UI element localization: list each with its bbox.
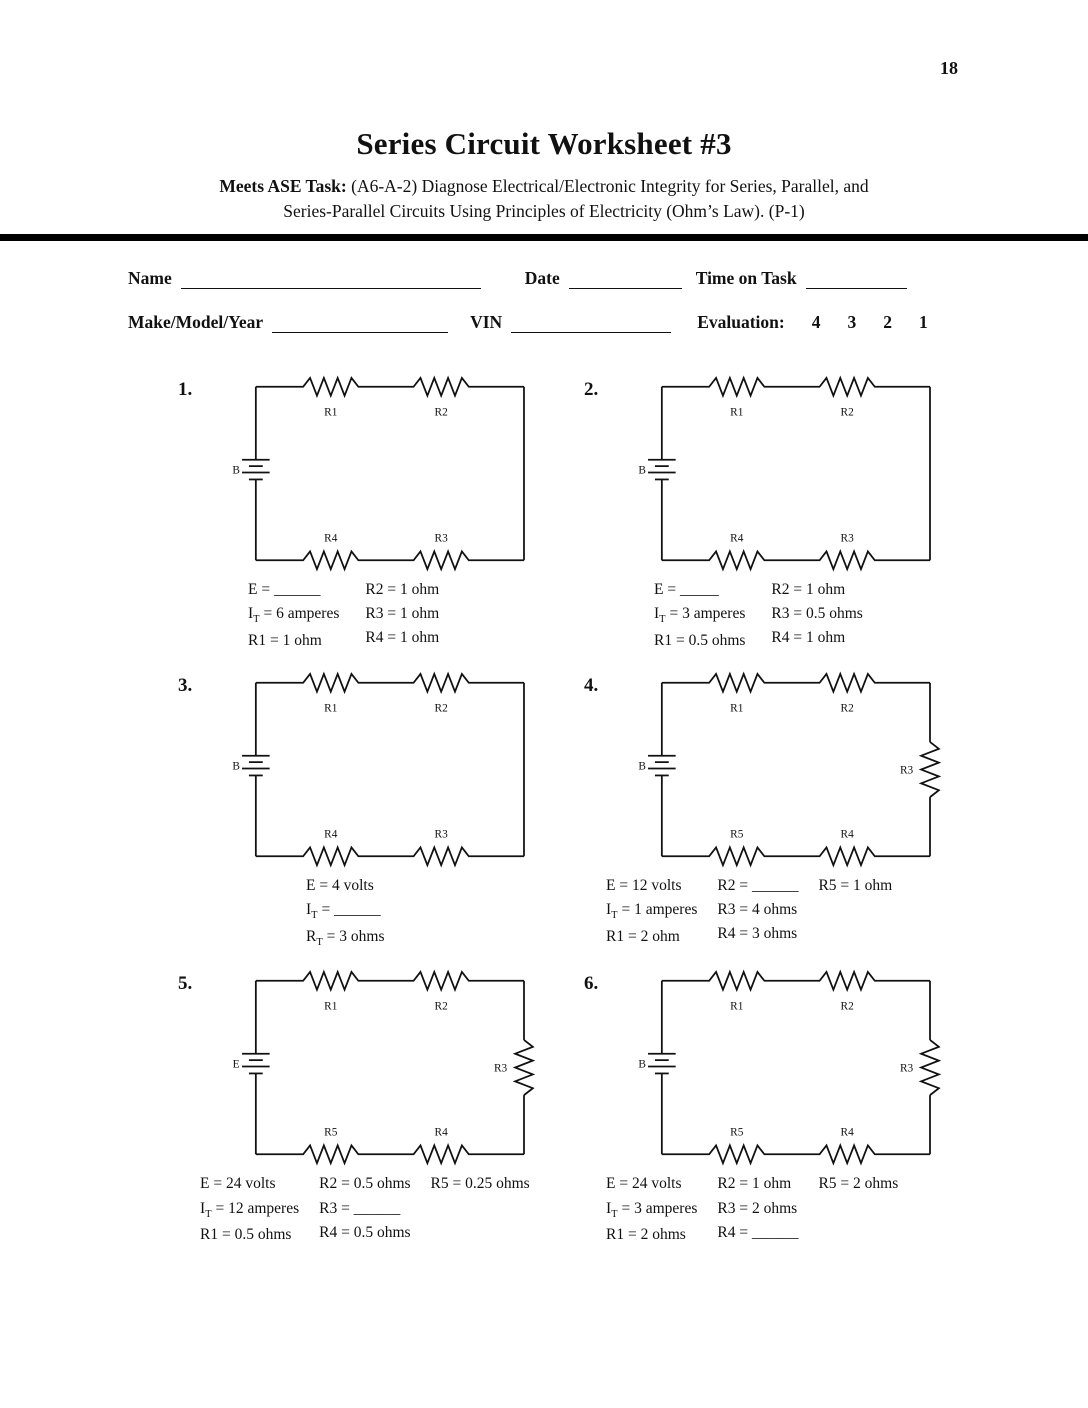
circuit-values <box>178 876 574 954</box>
value-line: R1 = 2 ohms <box>606 1226 686 1244</box>
circuit-number: 5. <box>178 973 193 995</box>
circuit-values <box>584 876 980 951</box>
battery-label: B <box>638 1058 646 1071</box>
evaluation-2: 2 <box>883 311 892 332</box>
resistor-label: R3 <box>899 1062 914 1075</box>
circuit-values <box>584 580 980 655</box>
evaluation-4: 4 <box>811 311 821 332</box>
value-line: R4 = 1 ohm <box>365 629 440 647</box>
circuit-diagram <box>632 371 948 580</box>
value-column <box>248 580 339 655</box>
value-line: R2 = 1 ohm <box>771 580 846 598</box>
circuit-6 <box>584 965 980 1249</box>
value-line: R5 = 2 ohms <box>818 1175 899 1193</box>
resistor-label: R1 <box>324 1000 338 1013</box>
value-column <box>200 1174 299 1249</box>
header-row-1 <box>128 268 960 289</box>
divider-bar <box>0 234 1088 241</box>
vin-blank <box>511 316 671 333</box>
resistor-label: R4 <box>840 828 854 841</box>
value-column <box>365 580 439 655</box>
date-blank <box>569 272 682 289</box>
circuit-diagram <box>632 965 948 1174</box>
battery-label: B <box>232 760 240 773</box>
value-line: E = ______ <box>248 580 321 598</box>
resistor-label: R5 <box>324 1126 338 1139</box>
circuit-number: 2. <box>584 378 599 400</box>
circuit-diagram-row <box>584 965 980 1174</box>
circuits-grid <box>178 371 1088 1250</box>
date-label: Date <box>524 267 560 288</box>
value-column <box>319 1174 410 1249</box>
value-line: E = _____ <box>654 580 719 598</box>
value-line: $I_T = 6$ amperes <box>248 604 340 625</box>
resistor-label: R1 <box>730 1000 744 1013</box>
resistor-label: R3 <box>434 828 448 841</box>
vin-label: VIN <box>470 311 503 332</box>
circuit-diagram <box>226 371 542 580</box>
resistor-label: R2 <box>840 406 854 419</box>
battery-label: B <box>638 760 646 773</box>
header-row-2 <box>128 312 960 333</box>
evaluation-3: 3 <box>847 311 857 332</box>
resistor-label: R2 <box>434 702 448 715</box>
value-column <box>606 1174 697 1249</box>
circuit-5 <box>178 965 574 1249</box>
circuit-number: 6. <box>584 973 599 995</box>
value-column <box>306 876 384 954</box>
value-column <box>771 580 862 655</box>
resistor-label: R1 <box>730 406 744 419</box>
name-label: Name <box>128 267 172 288</box>
value-line: R4 = ______ <box>717 1223 799 1241</box>
circuit-diagram-row <box>584 371 980 580</box>
value-line: E = 24 volts <box>606 1175 682 1193</box>
value-column <box>818 876 892 951</box>
value-line: R1 = 0.5 ohms <box>200 1226 292 1244</box>
resistor-label: R2 <box>434 406 448 419</box>
value-line: R2 = 1 ohm <box>717 1175 792 1193</box>
circuit-diagram-row <box>178 371 574 580</box>
value-line: R2 = 1 ohm <box>365 580 440 598</box>
ase-task-line2: Series-Parallel Circuits Using Principles of Electricity (Ohm’s Law). (P-1) <box>283 201 805 222</box>
circuit-values <box>584 1174 980 1249</box>
resistor-label: R1 <box>324 406 338 419</box>
circuit-diagram-row <box>584 667 980 876</box>
ase-task-line1 <box>0 174 1088 199</box>
value-line: E = 12 volts <box>606 876 682 894</box>
value-line: R4 = 3 ohms <box>717 925 798 943</box>
value-line: R3 = 4 ohms <box>717 900 798 918</box>
value-line: R1 = 0.5 ohms <box>654 631 746 649</box>
value-column <box>606 876 697 951</box>
circuit-number: 3. <box>178 674 193 696</box>
circuit-diagram <box>226 965 542 1174</box>
value-line: R1 = 1 ohm <box>248 631 322 649</box>
battery-label: B <box>232 464 240 477</box>
ase-task-text: (A6-A-2) Diagnose Electrical/Electronic Integrity for Series, Parallel, and <box>346 176 869 196</box>
value-line: $I_T = 3$ amperes <box>606 1199 698 1220</box>
evaluation-1: 1 <box>918 311 928 332</box>
value-line: R2 = 0.5 ohms <box>319 1175 411 1193</box>
circuit-4 <box>584 667 980 954</box>
value-column <box>717 876 798 951</box>
value-line: R3 = 2 ohms <box>717 1199 798 1217</box>
value-column <box>654 580 745 655</box>
value-line: R5 = 1 ohm <box>818 876 893 894</box>
circuit-values <box>178 580 574 655</box>
value-line: R2 = ______ <box>717 876 799 894</box>
value-line: E = 4 volts <box>306 876 374 894</box>
battery-label: B <box>638 464 646 477</box>
resistor-label: R5 <box>730 828 744 841</box>
time-on-task-blank <box>806 272 907 289</box>
value-line: R3 = 0.5 ohms <box>771 604 863 622</box>
make-model-year-label: Make/Model/Year <box>128 311 264 332</box>
name-blank <box>181 272 481 289</box>
circuit-2 <box>584 371 980 655</box>
evaluation-label: Evaluation: <box>697 311 785 332</box>
resistor-label: R4 <box>324 828 338 841</box>
circuit-1 <box>178 371 574 655</box>
ase-task-block <box>0 174 1088 225</box>
value-column <box>431 1174 530 1249</box>
battery-label: E <box>232 1058 240 1071</box>
circuit-number: 4. <box>584 674 599 696</box>
resistor-label: R4 <box>324 532 338 545</box>
value-line: $R_T = 3$ ohms <box>306 927 385 948</box>
value-line: $I_T = 3$ amperes <box>654 604 746 625</box>
value-line: E = 24 volts <box>200 1175 276 1193</box>
page-number: 18 <box>940 58 958 78</box>
resistor-label: R5 <box>730 1126 744 1139</box>
resistor-label: R4 <box>730 532 744 545</box>
resistor-label: R1 <box>324 702 338 715</box>
value-column <box>818 1174 898 1249</box>
value-line: R5 = 0.25 ohms <box>430 1175 530 1193</box>
circuit-diagram <box>632 667 948 876</box>
resistor-label: R2 <box>434 1000 448 1013</box>
circuit-values <box>178 1174 574 1249</box>
resistor-label: R3 <box>493 1062 508 1075</box>
value-line: $I_T = 12$ amperes <box>200 1199 300 1220</box>
worksheet-title: Series Circuit Worksheet #3 <box>356 126 732 161</box>
circuit-diagram <box>226 667 542 876</box>
time-on-task-label: Time on Task <box>695 267 797 288</box>
resistor-label: R3 <box>899 764 914 777</box>
circuit-diagram-row <box>178 965 574 1174</box>
value-line: R3 = ______ <box>319 1199 401 1217</box>
resistor-label: R4 <box>840 1126 854 1139</box>
value-line: R3 = 1 ohm <box>365 604 440 622</box>
resistor-label: R2 <box>840 702 854 715</box>
make-model-year-blank <box>272 316 448 333</box>
resistor-label: R1 <box>730 702 744 715</box>
ase-task-label: Meets ASE Task: <box>219 176 347 196</box>
value-line: $I_T = 1$ amperes <box>606 900 698 921</box>
resistor-label: R2 <box>840 1000 854 1013</box>
resistor-label: R3 <box>840 532 854 545</box>
value-line: R4 = 1 ohm <box>771 629 846 647</box>
circuit-number: 1. <box>178 378 193 400</box>
value-line: R4 = 0.5 ohms <box>319 1223 411 1241</box>
circuit-diagram-row <box>178 667 574 876</box>
value-line: $I_T$ = ______ <box>306 900 381 921</box>
value-column <box>717 1174 798 1249</box>
resistor-label: R3 <box>434 532 448 545</box>
resistor-label: R4 <box>434 1126 448 1139</box>
value-line: R1 = 2 ohm <box>606 927 680 945</box>
circuit-3 <box>178 667 574 954</box>
